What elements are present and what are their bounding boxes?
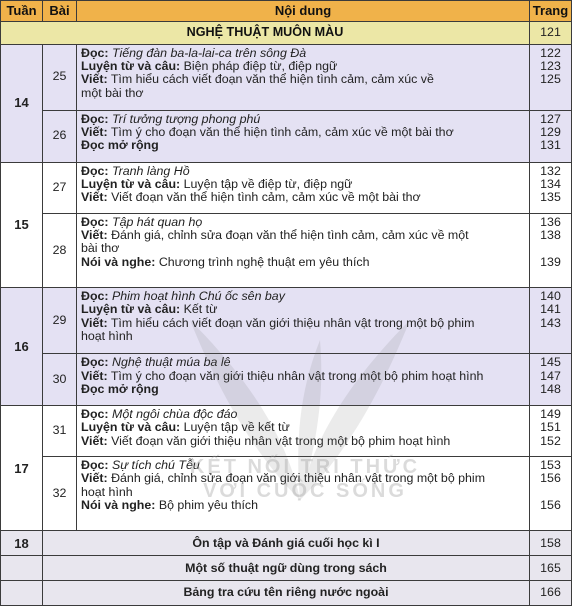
page-number: 145 [540,355,561,370]
content-line [81,73,525,86]
lesson-row [1,110,572,162]
activity-label: Luyện từ và câu: [81,176,181,191]
content-line [81,113,525,126]
activity-text: Biện pháp điệp từ, điệp ngữ [183,58,338,73]
reading-title: Trí tưởng tượng phong phú [112,111,261,126]
lesson-pages [530,213,572,287]
page-number: 131 [540,138,561,153]
activity-label: Viết: [81,433,108,448]
lesson-row [1,406,572,457]
content-line [81,472,525,485]
content-line [81,290,525,303]
page-number [534,330,567,343]
lesson-content [77,406,530,457]
lesson-number: 29 [43,288,77,354]
lesson-number: 32 [43,457,77,531]
activity-label: Đọc: [81,458,109,473]
content-line [81,317,525,330]
lesson-number: 26 [43,110,77,162]
glossary-title: Một số thuật ngữ dùng trong sách [43,556,530,581]
week-number: 18 [1,531,43,556]
content-line [81,60,525,73]
header-bai: Bài [43,1,77,22]
page-number: 141 [540,302,561,317]
activity-text: Tìm hiểu cách viết đoạn văn thể hiện tình cảm, cảm xúc về [110,72,434,87]
names_index-page: 166 [530,581,572,606]
content-line [81,216,525,229]
week-number: 14 [1,44,43,162]
lesson-number: 30 [43,354,77,406]
page-number: 132 [540,163,561,178]
lesson-content [77,288,530,354]
review-page: 158 [530,531,572,556]
reading-title: Tập hát quan họ [112,214,203,229]
content-line [81,191,525,204]
activity-label: Đọc: [81,407,109,422]
names_index-row [1,581,572,606]
theme-title: NGHỆ THUẬT MUÔN MÀU [1,22,530,45]
page-number: 125 [540,72,561,87]
activity-label: Viết: [81,471,108,486]
activity-label: Viết: [81,190,108,205]
theme-row [1,22,572,45]
lesson-pages [530,44,572,110]
activity-label: Đọc: [81,111,109,126]
review-title: Ôn tập và Đánh giá cuối học kì I [43,531,530,556]
content-line [81,47,525,60]
lesson-row [1,288,572,354]
activity-label: Đọc: [81,355,109,370]
empty-cell [1,556,43,581]
page-number: 140 [540,289,561,304]
lesson-pages [530,288,572,354]
page-number: 156 [540,471,561,486]
header-tuan: Tuần [1,1,43,22]
activity-label: Viết: [81,72,108,87]
content-line [81,256,525,269]
activity-text: Đánh giá, chỉnh sửa đoạn văn giới thiệu nhân vật trong một bộ phim [111,471,486,486]
lesson-row [1,213,572,287]
activity-label: Đọc mở rộng [81,138,159,153]
empty-cell [1,581,43,606]
reading-title: Tranh làng Hồ [112,163,190,178]
activity-label: Luyện từ và câu: [81,420,181,435]
lesson-number: 31 [43,406,77,457]
page-number: 152 [540,433,561,448]
activity-text: một bài thơ [81,85,144,100]
reading-title: Một ngôi chùa độc đáo [112,407,238,422]
page-number: 149 [540,407,561,422]
week-number: 15 [1,162,43,287]
activity-text: Luyện tập về kết từ [183,420,290,435]
theme-page: 121 [530,22,572,45]
page-number [534,486,567,499]
page-number: 148 [540,381,561,396]
activity-label: Đọc: [81,289,109,304]
header-trang: Trang [530,1,572,22]
activity-text: Tìm hiểu cách viết đoạn văn giới thiệu nhân vật trong một bộ phim [110,315,475,330]
activity-text: Tìm ý cho đoạn văn thể hiện tình cảm, cảm xúc về một bài thơ [110,125,454,140]
activity-label: Nói và nghe: [81,498,156,513]
activity-text: Tìm ý cho đoạn văn giới thiệu nhân vật trong một bộ phim hoạt hình [110,368,484,383]
activity-text: Viết đoạn văn thể hiện tình cảm, cảm xúc về một bài thơ [111,190,421,205]
lesson-content [77,354,530,406]
activity-text: hoạt hình [81,329,133,344]
activity-label: Viết: [81,315,108,330]
names_index-title: Bảng tra cứu tên riêng nước ngoài [43,581,530,606]
activity-text: Chương trình nghệ thuật em yêu thích [158,254,370,269]
content-line [81,486,525,499]
activity-text: Đánh giá, chỉnh sửa đoạn văn thể hiện tình cảm, cảm xúc về một [111,227,469,242]
lesson-row [1,44,572,110]
activity-label: Viết: [81,125,108,140]
lesson-content [77,110,530,162]
activity-label: Đọc: [81,163,109,178]
content-line [81,126,525,139]
lesson-content [77,213,530,287]
content-line [81,383,525,396]
page-number: 151 [540,420,561,435]
lesson-pages [530,354,572,406]
activity-text: hoạt hình [81,484,133,499]
lesson-row [1,162,572,213]
activity-text: Luyện tập về điệp từ, điệp ngữ [183,176,353,191]
lesson-number: 27 [43,162,77,213]
lesson-pages [530,162,572,213]
reading-title: Sự tích chú Tễu [112,458,200,473]
content-line [81,435,525,448]
week-number: 16 [1,288,43,406]
content-line [81,499,525,512]
toc-body [1,22,572,606]
activity-label: Viết: [81,227,108,242]
page-number: 135 [540,190,561,205]
page-number: 153 [540,458,561,473]
page-number: 139 [540,254,561,269]
content-line [81,330,525,343]
glossary-page: 165 [530,556,572,581]
content-line [81,165,525,178]
content-line [81,356,525,369]
lesson-pages [530,457,572,531]
content-line [81,303,525,316]
lesson-row [1,354,572,406]
watermark-text: KẾT NỐI TRI THỨC VỚI CUỘC SỐNG [189,456,421,502]
content-line [81,421,525,434]
page-number: 129 [540,125,561,140]
reading-title: Phim hoạt hình Chú ốc sên bay [112,289,285,304]
activity-label: Viết: [81,368,108,383]
glossary-row [1,556,572,581]
review-row [1,531,572,556]
activity-text: Bộ phim yêu thích [158,498,258,513]
reading-title: Nghệ thuật múa ba lê [112,355,231,370]
reading-title: Tiếng đàn ba-la-lai-ca trên sông Đà [112,45,307,60]
page-number: 156 [540,498,561,513]
page-number: 134 [540,176,561,191]
activity-label: Nói và nghe: [81,254,156,269]
lesson-number: 28 [43,213,77,287]
lesson-content [77,457,530,531]
lesson-row [1,457,572,531]
page-number [534,87,567,100]
activity-text: Viết đoạn văn giới thiệu nhân vật trong một bộ phim hoạt hình [111,433,451,448]
page-number: 127 [540,111,561,126]
week-number: 17 [1,406,43,531]
page-number: 122 [540,45,561,60]
activity-label: Đọc: [81,45,109,60]
page-number [534,242,567,255]
page-number: 123 [540,58,561,73]
activity-label: Luyện từ và câu: [81,58,181,73]
lesson-content [77,44,530,110]
lesson-content [77,162,530,213]
page-number: 136 [540,214,561,229]
header-row [1,1,572,22]
lesson-pages [530,110,572,162]
content-line [81,242,525,255]
content-line [81,178,525,191]
activity-label: Đọc mở rộng [81,381,159,396]
content-line [81,87,525,100]
content-line [81,370,525,383]
activity-label: Luyện từ và câu: [81,302,181,317]
content-line [81,229,525,242]
page-number: 147 [540,368,561,383]
lesson-number: 25 [43,44,77,110]
content-line [81,139,525,152]
activity-label: Đọc: [81,214,109,229]
activity-text: Kết từ [183,302,218,317]
page-number: 138 [540,227,561,242]
content-line [81,408,525,421]
page-number: 143 [540,315,561,330]
lesson-pages [530,406,572,457]
header-noi-dung: Nội dung [77,1,530,22]
activity-text: bài thơ [81,241,120,256]
content-line [81,459,525,472]
